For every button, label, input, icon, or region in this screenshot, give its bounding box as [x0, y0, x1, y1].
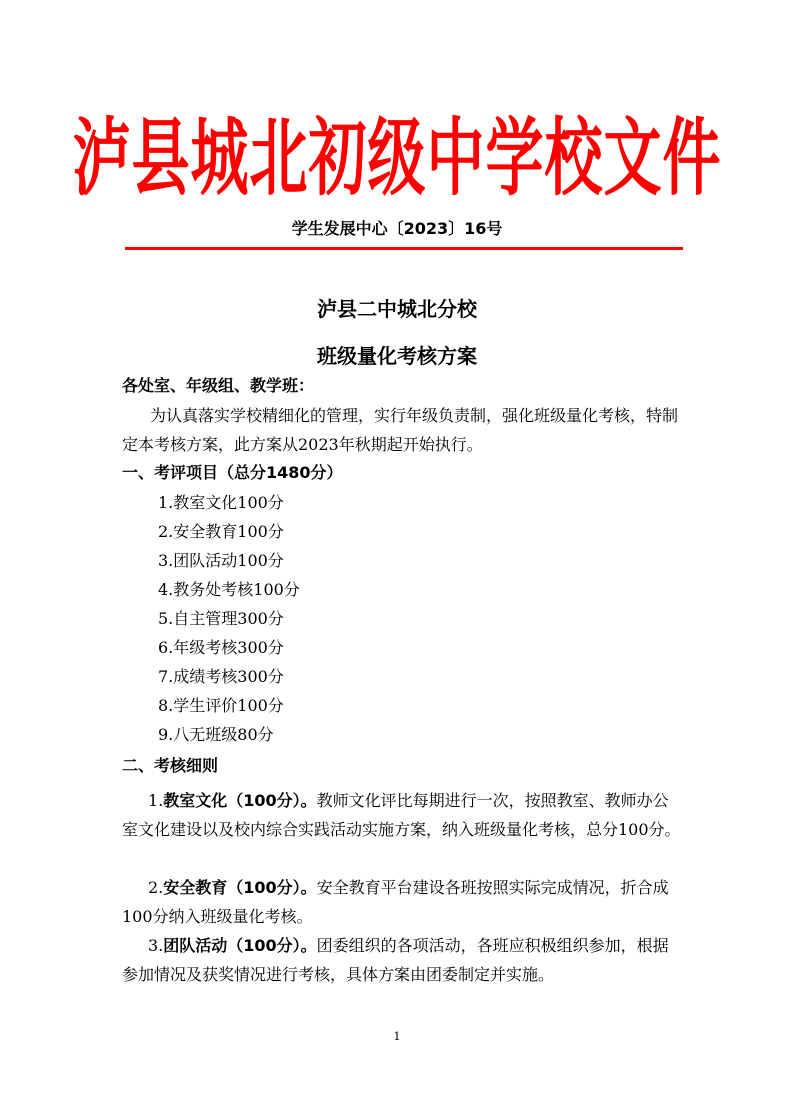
addressee: 各处室、年级组、教学班：: [122, 376, 315, 395]
detail-label: 教室文化（100分）。: [163, 791, 317, 810]
detail-paragraph-3: [122, 931, 682, 989]
intro-paragraph: 为认真落实学校精细化的管理，实行年级负责制，强化班级量化考核，特制定本考核方案，此方案从2023年秋期起开始执行。: [122, 406, 679, 454]
page-title-line2: 班级量化考核方案: [317, 344, 477, 368]
section2-heading: 二、考核细则: [122, 756, 219, 775]
list-item: 1.教室文化100分: [158, 493, 284, 512]
list-item: 8.学生评价100分: [158, 696, 284, 715]
list-item: 2.安全教育100分: [158, 522, 284, 541]
list-item: 5.自主管理300分: [158, 609, 284, 628]
page-title-line1: 泸县二中城北分校: [317, 297, 477, 321]
list-item: 7.成绩考核300分: [158, 667, 284, 686]
section1-heading: 一、考评项目（总分1480分）: [122, 463, 343, 482]
detail-text: 团委组织的各项活动，各班应积极组织参加，根据参加情况及获奖情况进行考核，具体方案由团委制定并实施。: [122, 936, 669, 984]
page-number: 1: [393, 1030, 401, 1043]
document-number: 学生发展中心〔2023〕16号: [291, 219, 503, 238]
detail-number: 1.: [148, 791, 164, 810]
list-item: 3.团队活动100分: [158, 551, 284, 570]
detail-label: 团队活动（100分）。: [163, 936, 317, 955]
detail-paragraph-2: [122, 873, 682, 931]
detail-paragraph-1: [122, 786, 682, 844]
list-item: 9.八无班级80分: [158, 725, 274, 744]
detail-number: 2.: [148, 878, 164, 897]
list-item: 4.教务处考核100分: [158, 580, 300, 599]
document-header-title: 泸县城北初级中学校文件: [72, 108, 722, 208]
detail-text: 教师文化评比每期进行一次，按照教室、教师办公室文化建设以及校内综合实践活动实施方案，纳入班级量化考核，总分100分。: [122, 791, 681, 839]
detail-label: 安全教育（100分）。: [163, 878, 317, 897]
detail-text: 安全教育平台建设各班按照实际完成情况，折合成100分纳入班级量化考核。: [122, 878, 669, 926]
detail-number: 3.: [148, 936, 164, 955]
list-item: 6.年级考核300分: [158, 638, 284, 657]
header-red-rule: [125, 247, 683, 250]
